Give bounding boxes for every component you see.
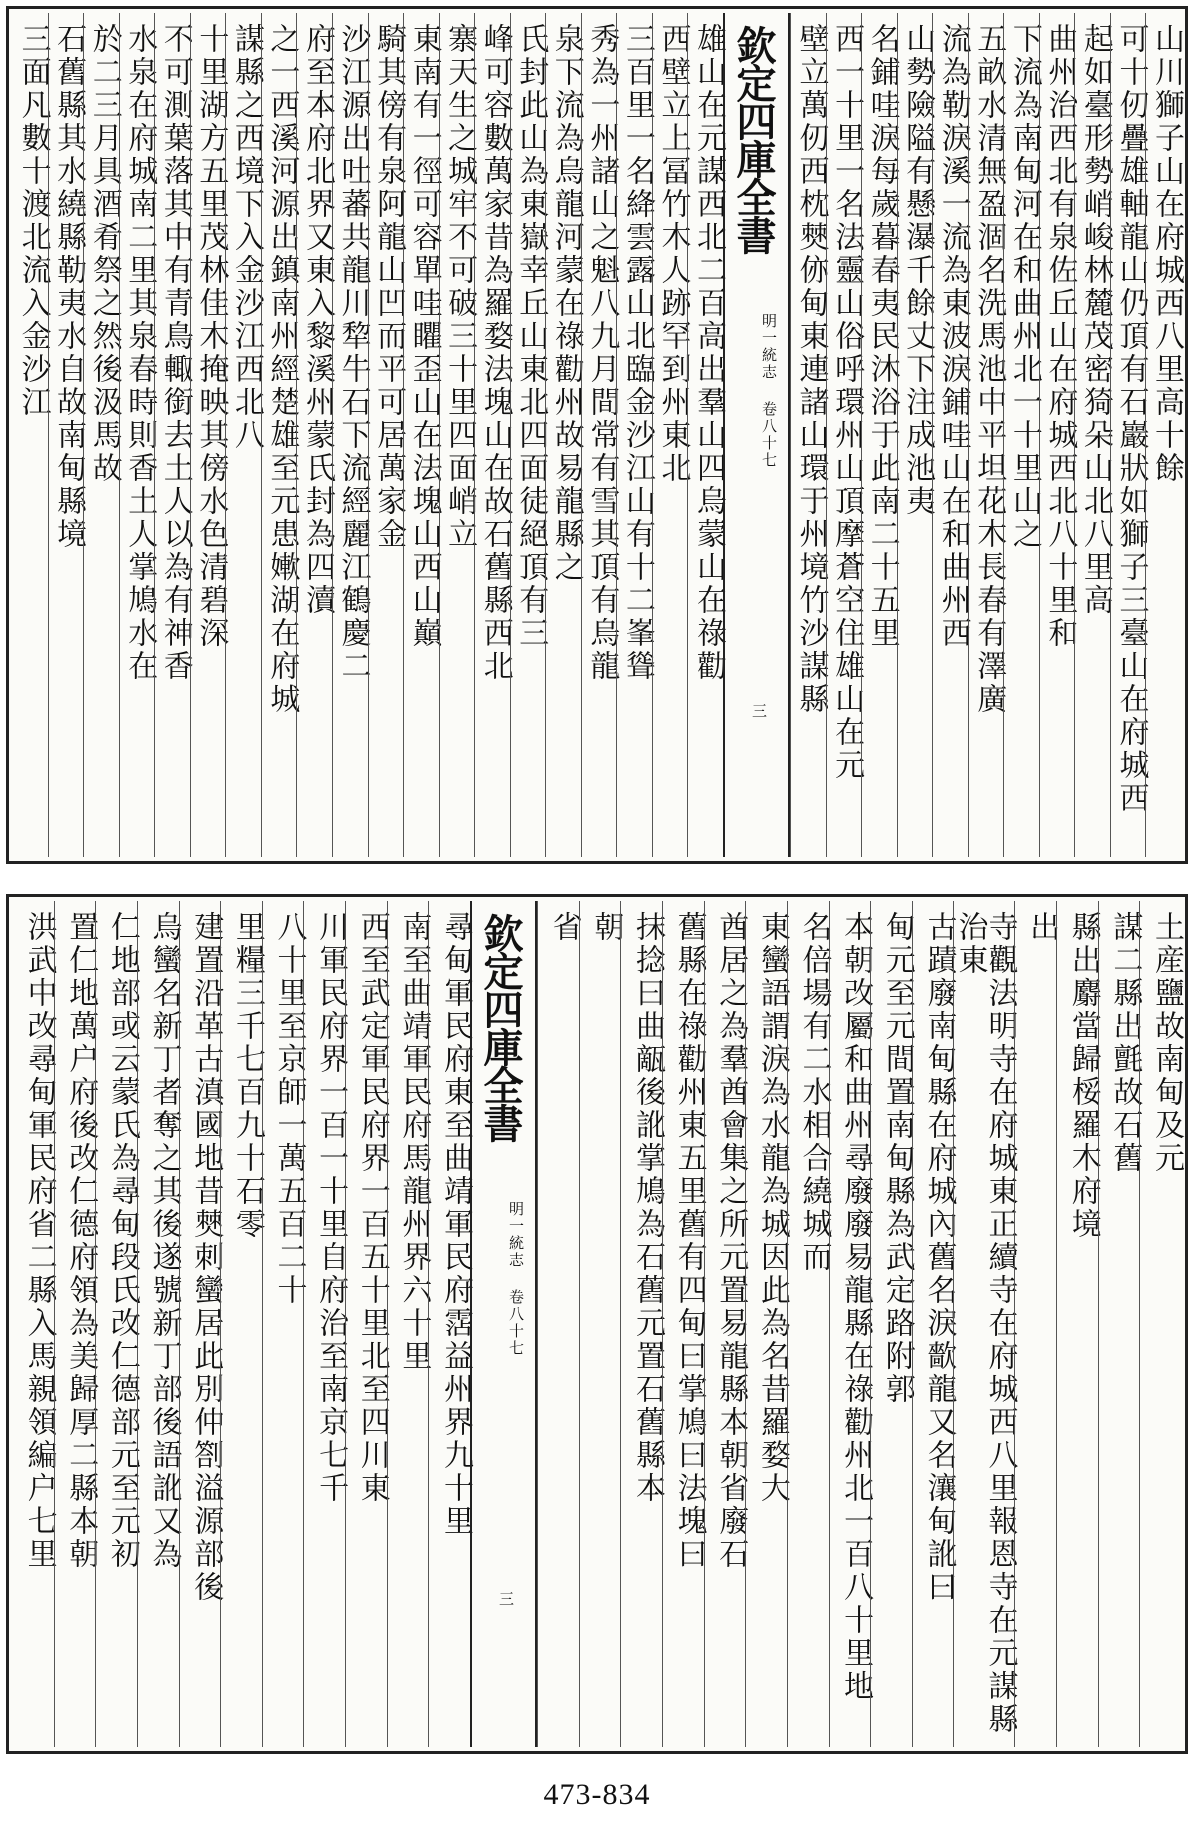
lower-page-text-column <box>704 901 749 1747</box>
fold-title: 欽定四庫全書 <box>729 25 777 253</box>
upper-page-text-column <box>1039 13 1078 857</box>
column-text: 甸元至元間置南甸縣為武定路附郭 <box>879 911 915 1406</box>
column-text: 名鋪哇淚每歲暮春夷民沐浴于此南二十五里 <box>864 23 900 650</box>
column-text: 壁立萬仞西枕僰㑊甸東連諸山環于州境竹沙謀縣 <box>793 23 829 716</box>
lower-page-text-column <box>662 901 707 1747</box>
lower-page-text-column <box>303 901 349 1747</box>
lower-page-text-column <box>428 901 474 1747</box>
upper-page-text-column <box>652 13 691 857</box>
lower-page-text-column <box>787 901 832 1747</box>
upper-page-text-column <box>1145 13 1184 857</box>
column-text: 酋居之為羣酋會集之所元置易龍縣本朝省廢石 <box>713 911 749 1571</box>
column-text: 謀二縣出氈故石舊 <box>1107 911 1143 1175</box>
lower-page-text-column <box>1056 901 1101 1747</box>
upper-page-text-column <box>1074 13 1113 857</box>
fold-title: 欽定四庫全書 <box>477 913 525 1141</box>
column-text: 朝 <box>588 911 624 944</box>
upper-page-text-column <box>1110 13 1149 857</box>
column-text: 建置沿革古滇國地昔僰刺蠻居此別仲劄溢源部後 <box>188 911 224 1604</box>
lower-page-text-column <box>1139 901 1184 1747</box>
upper-page-text-column <box>510 13 549 857</box>
column-text: 里糧三千七百九十石零 <box>229 911 265 1241</box>
lower-page-text-column <box>220 901 265 1747</box>
column-text: 水泉在府城南二里其泉春時則香土人掌鳩水在 <box>122 23 158 683</box>
column-text: 古蹟廢南甸縣在府城內舊名淚㱇龍又名瀼甸訛曰 <box>921 911 957 1604</box>
upper-page-text-column <box>439 13 478 857</box>
lower-page-text-column <box>1014 901 1060 1747</box>
fold-volume-label: 明一統志 卷八十七 <box>759 313 778 469</box>
column-text: 石舊縣其水繞縣勒夷水自故南甸縣境 <box>51 23 87 551</box>
lower-page-columns <box>13 901 1184 1747</box>
column-text: 五畝水清無盈涸名洗馬池中平坦花木長春有澤廣 <box>971 23 1007 716</box>
column-text: 沙江源出吐蕃共龍川犂牛石下流經麗江鶴慶二 <box>335 23 371 683</box>
lower-page-text-column <box>912 901 957 1747</box>
column-text: 寨天生之城牢不可破三十里四面峭立 <box>442 23 478 551</box>
upper-page-text-column <box>332 13 371 857</box>
column-text: 峰可容數萬家昔為羅婺法塊山在故石舊縣西北 <box>477 23 513 683</box>
lower-page-fold-margin <box>470 901 537 1747</box>
column-text: 下流為南甸河在和曲州北一十里山之 <box>1006 23 1042 551</box>
upper-page-text-column <box>190 13 229 857</box>
column-text: 不可測葉落其中有青鳥輙銜去土人以為有神香 <box>157 23 193 683</box>
column-text: 南至曲靖軍民府馬龍州界六十里 <box>396 911 432 1373</box>
lower-page-text-column <box>13 901 57 1747</box>
upper-page-text-column <box>13 13 51 857</box>
upper-page-text-column <box>687 13 726 857</box>
column-text: 東南有一徑可容單哇䂂歪山在法塊山西山巔 <box>406 23 442 650</box>
column-text: 烏蠻名新丁者奪之其後遂號新丁部後語訛又為 <box>146 911 182 1571</box>
fold-page-number: 三 <box>497 1591 516 1606</box>
lower-page-text-column <box>579 901 624 1747</box>
column-text: 名倍場有二水相合繞城而 <box>796 911 832 1274</box>
upper-page-text-column <box>581 13 620 857</box>
column-text: 八十里至京師一萬五百二十 <box>271 911 307 1307</box>
column-text: 仁地部或云蒙氏為尋甸段氏改仁德部元至元初 <box>104 911 140 1571</box>
column-text: 省 <box>546 911 582 944</box>
lower-page-text-column <box>620 901 665 1747</box>
lower-page-text-column <box>829 901 874 1747</box>
column-text: 府至本府北界又東入黎溪州蒙氏封為四瀆 <box>299 23 335 617</box>
lower-page-text-column <box>95 901 140 1747</box>
column-text: 土産鹽故南甸及元 <box>1149 911 1184 1175</box>
upper-page-text-column <box>826 13 865 857</box>
upper-page-text-column <box>119 13 158 857</box>
upper-page-text-column <box>403 13 442 857</box>
upper-page-text-column <box>225 13 264 857</box>
upper-page-text-column <box>616 13 655 857</box>
column-text: 舊縣在祿勸州東五里舊有四甸曰掌鳩曰法塊曰 <box>671 911 707 1571</box>
upper-page-text-column <box>48 13 87 857</box>
upper-page-text-column <box>897 13 936 857</box>
fold-volume-label: 明一統志 卷八十七 <box>507 1201 526 1357</box>
column-text: 置仁地萬户府後改仁德府領為美歸厚二縣本朝 <box>63 911 99 1571</box>
column-text: 抹捻曰曲甋後訛掌鳩為石舊元置石舊縣本 <box>629 911 665 1505</box>
column-text: 雄山在元謀西北二百高出羣山四烏蒙山在祿勸 <box>690 23 726 683</box>
column-text: 西壁立上冨竹木人跡罕到州東北 <box>655 23 691 485</box>
lower-page-text-column <box>179 901 224 1747</box>
lower-page-text-column <box>1098 901 1143 1747</box>
upper-page-text-column <box>932 13 971 857</box>
column-text: 騎其傍有泉阿龍山凹而平可居萬家金 <box>371 23 407 551</box>
column-text: 川軍民府界一百一十里自府治至南京七千 <box>313 911 349 1505</box>
column-text: 西一十里一名法靈山俗呼環州山頂摩蒼空住雄山在元 <box>829 23 865 782</box>
column-text: 三百里一名絳雲露山北臨金沙江山有十二峯聳 <box>619 23 655 683</box>
lower-page <box>6 894 1188 1754</box>
column-text: 尋甸軍民府東至曲靖軍民府霑益州界九十里 <box>438 911 474 1538</box>
lower-page-text-column <box>870 901 915 1747</box>
column-text: 山勢險隘有懸瀑千餘丈下注成池夷 <box>900 23 936 518</box>
upper-page-fold-margin <box>723 13 790 857</box>
column-text: 西至武定軍民府界一百五十里北至四川東 <box>354 911 390 1505</box>
lower-page-text-column <box>387 901 432 1747</box>
lower-page-text-column <box>537 901 582 1747</box>
upper-page-text-column <box>261 13 300 857</box>
column-text: 起如臺形勢峭峻林麓茂密猗朵山北八里高 <box>1077 23 1113 617</box>
upper-page-text-column <box>790 13 829 857</box>
upper-page-text-column <box>861 13 900 857</box>
column-text: 可十仞疊雄軸龍山仍頂有石巖狀如獅子三臺山在府城西 <box>1113 23 1149 815</box>
upper-page-text-column <box>545 13 584 857</box>
upper-page-text-column <box>296 13 335 857</box>
column-text: 謀縣之西境下入金沙江西北八 <box>228 23 264 452</box>
column-text: 寺觀法明寺在府城東正續寺在府城西八里報恩寺在元謀縣治東 <box>952 911 1018 1736</box>
column-text: 山川獅子山在府城西八里高十餘 <box>1149 23 1184 485</box>
upper-page <box>6 6 1188 864</box>
fold-page-number: 三 <box>749 703 768 718</box>
column-text: 十里湖方五里茂林佳木掩映其傍水色清碧深 <box>193 23 229 650</box>
upper-page-text-column <box>368 13 407 857</box>
column-text: 於二三月具酒肴祭之然後汲馬故 <box>86 23 122 485</box>
column-text: 氏封此山為東嶽幸丘山東北四面徒絕頂有三 <box>513 23 549 650</box>
upper-page-columns <box>13 13 1184 857</box>
column-text: 本朝改屬和曲州尋廢廢易龍縣在祿勸州北一百八十里地 <box>838 911 874 1703</box>
upper-page-text-column <box>83 13 122 857</box>
upper-page-text-column <box>1003 13 1042 857</box>
column-text: 泉下流為烏龍河蒙在祿勸州故易龍縣之 <box>548 23 584 584</box>
column-text: 東蠻語謂淚為水龍為城因此為名昔羅婺大 <box>754 911 790 1505</box>
lower-page-text-column <box>262 901 307 1747</box>
upper-page-text-column <box>474 13 513 857</box>
column-text: 洪武中改尋甸軍民府省二縣入馬親領編户七里 <box>21 911 57 1571</box>
lower-page-text-column <box>345 901 390 1747</box>
column-text: 三面凡數十渡北流入金沙江 <box>15 23 51 419</box>
column-text: 流為勒淚溪一流為東波淚鋪哇山在和曲州西 <box>935 23 971 650</box>
column-text: 出 <box>1024 911 1060 944</box>
column-text: 曲州治西北有泉佐丘山在府城西北八十里和 <box>1042 23 1078 650</box>
column-text: 之一西溪河源出鎮南州經楚雄至元患㜛湖在府城 <box>264 23 300 716</box>
column-text: 秀為一州諸山之魁八九月間常有雪其頂有烏龍 <box>584 23 620 683</box>
lower-page-text-column <box>54 901 99 1747</box>
lower-page-text-column <box>952 901 1018 1747</box>
column-text: 縣出麝當歸桵羅木府境 <box>1065 911 1101 1241</box>
upper-page-text-column <box>154 13 193 857</box>
upper-page-text-column <box>968 13 1007 857</box>
lower-page-text-column <box>745 901 790 1747</box>
lower-page-text-column <box>137 901 182 1747</box>
page-footer-number: 473-834 <box>543 1778 651 1811</box>
